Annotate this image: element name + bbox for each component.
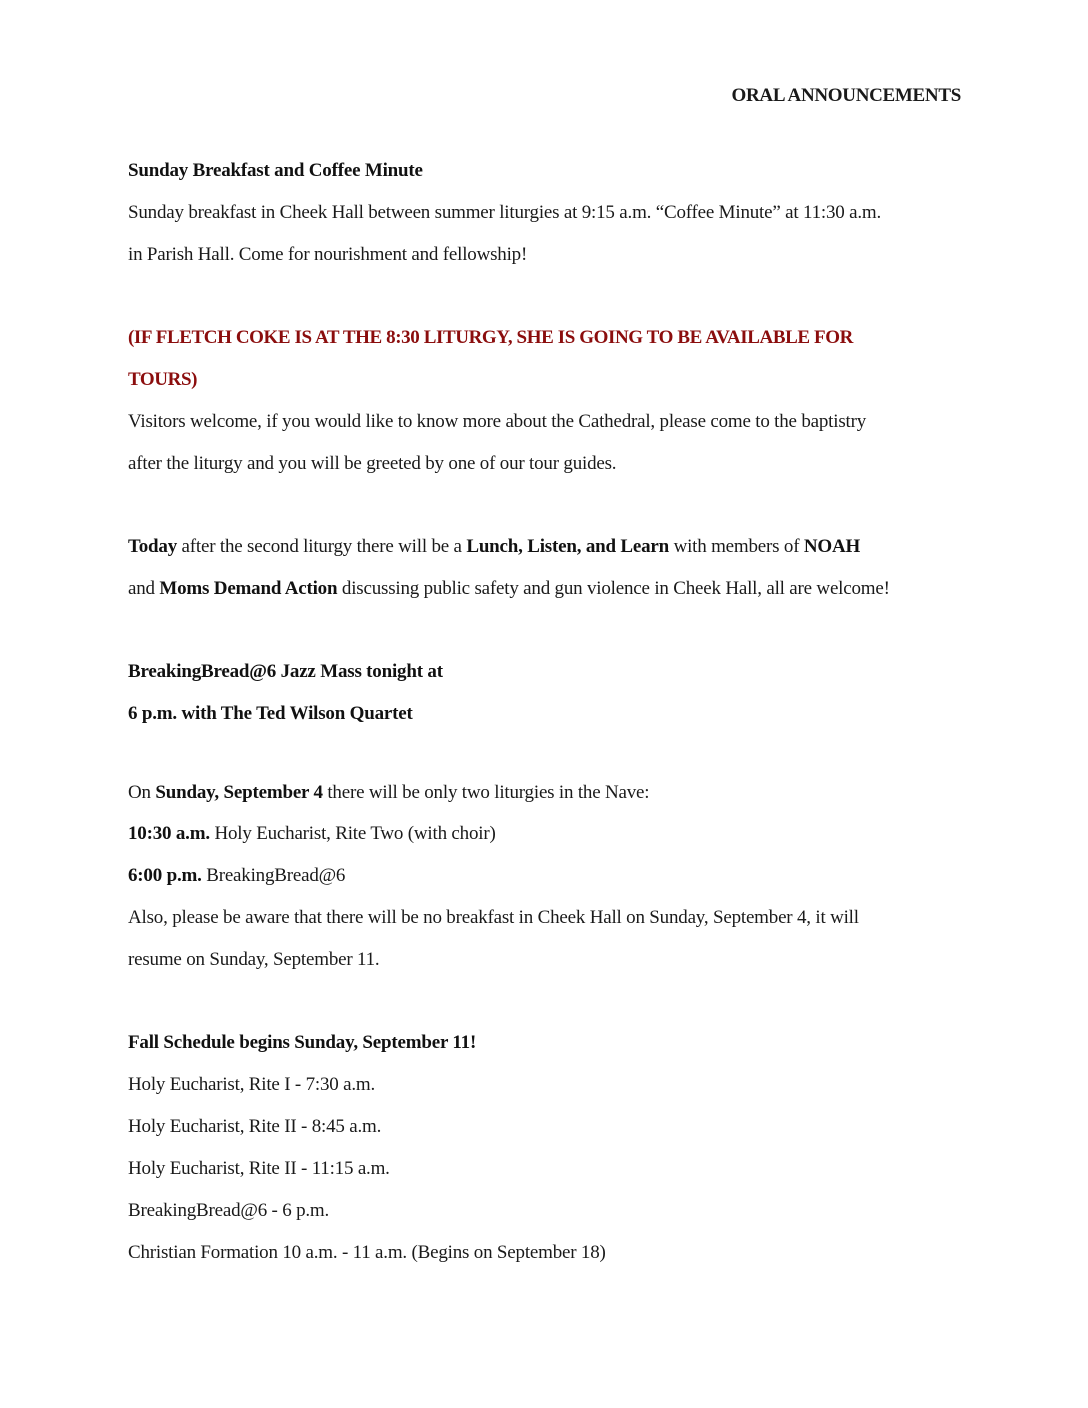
- noah-label: NOAH: [803, 536, 861, 557]
- sept4-service-1: [128, 822, 496, 846]
- sept4-service-2: [128, 864, 345, 888]
- sept4-note-2: resume on Sunday, September 11.: [128, 949, 380, 970]
- jazz-line-1-text: BreakingBread@6 Jazz Mass tonight at: [128, 661, 443, 682]
- tours-line-2: after the liturgy and you will be greeted by one of our tour guides.: [128, 453, 617, 474]
- fall-item: Holy Eucharist, Rite I - 7:30 a.m.: [128, 1074, 376, 1095]
- lunch-text-1: after the second liturgy there will be a: [177, 536, 467, 557]
- sept4-service-1-text: Holy Eucharist, Rite Two (with choir): [209, 823, 496, 844]
- lunch-and: and: [128, 578, 160, 599]
- breakfast-line-2: in Parish Hall. Come for nourishment and fellowship!: [128, 244, 528, 265]
- tours-note-line-2: TOURS): [128, 369, 198, 390]
- breakfast-line-1: Sunday breakfast in Cheek Hall between summer liturgies at 9:15 a.m. “Coffee Minute” at 11:30 a.m.: [128, 202, 882, 223]
- today-label: Today: [128, 536, 177, 557]
- fall-item: Holy Eucharist, Rite II - 11:15 a.m.: [128, 1158, 390, 1179]
- moms-label: Moms Demand Action: [159, 578, 338, 599]
- fall-item: BreakingBread@6 - 6 p.m.: [128, 1200, 330, 1221]
- jazz-line-2: [128, 702, 413, 726]
- fall-item: Christian Formation 10 a.m. - 11 a.m. (Begins on September 18): [128, 1242, 606, 1263]
- page-title: ORAL ANNOUNCEMENTS: [731, 85, 961, 106]
- lunch-line-2: [128, 577, 890, 601]
- sept4-intro: [128, 781, 649, 805]
- breakfast-heading: [128, 159, 423, 183]
- tours-line-1: Visitors welcome, if you would like to know more about the Cathedral, please come to the baptistry: [128, 411, 867, 432]
- lunch-text-2: with members of: [669, 536, 804, 557]
- jazz-line-2-text: 6 p.m. with The Ted Wilson Quartet: [128, 703, 413, 724]
- breakfast-heading-text: Sunday Breakfast and Coffee Minute: [128, 160, 423, 181]
- fall-heading: [128, 1031, 476, 1055]
- sept4-text: there will be only two liturgies in the Nave:: [322, 782, 650, 803]
- sept4-time-1: 10:30 a.m.: [128, 823, 210, 844]
- sept4-date: Sunday, September 4: [155, 782, 323, 803]
- sept4-on: On: [128, 782, 156, 803]
- lunch-text-3: discussing public safety and gun violence in Cheek Hall, all are welcome!: [337, 578, 890, 599]
- lunch-line-1: [128, 535, 860, 559]
- tours-note-line-1: (IF FLETCH COKE IS AT THE 8:30 LITURGY, SHE IS GOING TO BE AVAILABLE FOR: [128, 327, 853, 348]
- sept4-service-2-text: BreakingBread@6: [201, 865, 346, 886]
- sept4-note-1: Also, please be aware that there will be no breakfast in Cheek Hall on Sunday, September 4, it will: [128, 907, 859, 928]
- jazz-line-1: [128, 660, 443, 684]
- sept4-time-2: 6:00 p.m.: [128, 865, 202, 886]
- lunch-event-name: Lunch, Listen, and Learn: [466, 536, 670, 557]
- fall-item: Holy Eucharist, Rite II - 8:45 a.m.: [128, 1116, 382, 1137]
- fall-heading-text: Fall Schedule begins Sunday, September 11!: [128, 1032, 477, 1053]
